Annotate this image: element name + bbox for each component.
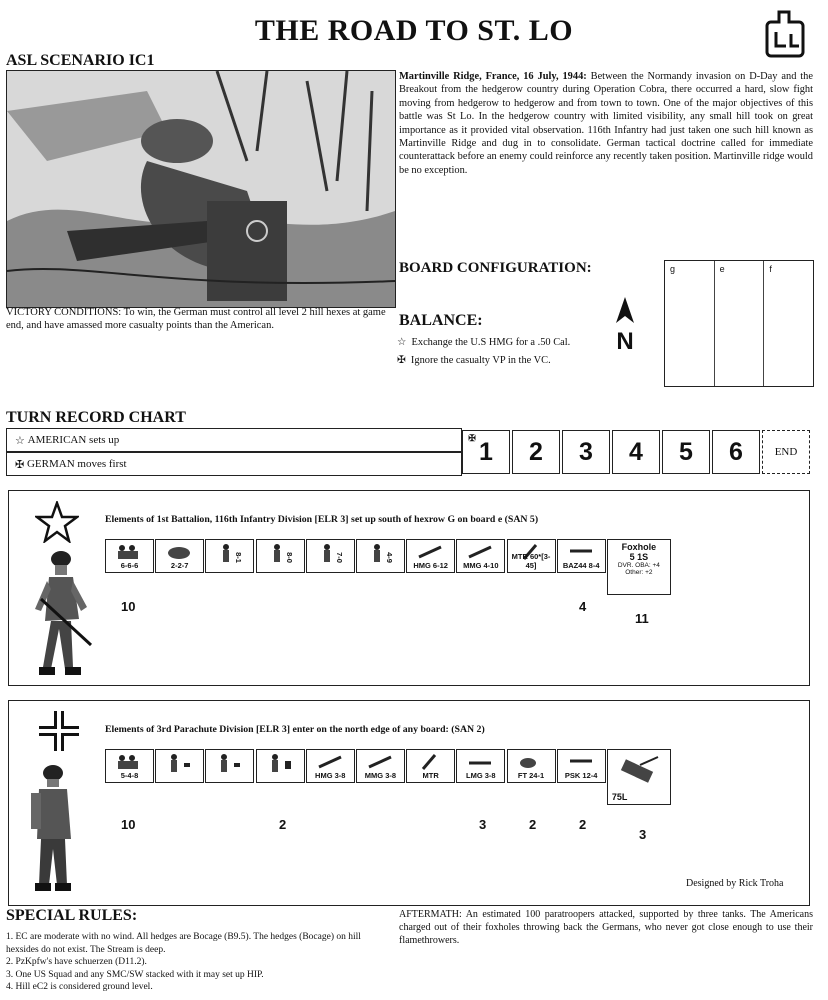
- special-rule-item: 3. One US Squad and any SMC/SW stacked with it may set up HIP.: [6, 969, 264, 980]
- special-rules-list: [6, 931, 392, 994]
- counter-label: MTR 60*[3-45]: [511, 552, 551, 570]
- counter-label: HMG 6-12: [413, 561, 448, 570]
- turn-end-label: END: [774, 446, 798, 458]
- board-config-diagram: [664, 260, 814, 387]
- counter-label: BAZ44 8-4: [562, 561, 600, 570]
- american-counter: [557, 539, 606, 573]
- turn-cell-3: [562, 430, 610, 474]
- american-counter: [205, 539, 254, 573]
- balance-american: [397, 336, 570, 348]
- leader-icon: [164, 753, 194, 775]
- north-arrow-icon: [616, 297, 634, 323]
- turn-cell-2: [512, 430, 560, 474]
- american-counter: [456, 539, 505, 573]
- balance-heading: BALANCE:: [399, 312, 483, 329]
- american-counter: [406, 539, 455, 573]
- counter-quantity: 2: [279, 817, 287, 832]
- counter-label: HMG 3-8: [315, 771, 346, 780]
- german-counter-row: [105, 749, 672, 805]
- counter-quantity: 10: [121, 599, 136, 614]
- squad-icon: [114, 753, 144, 771]
- north-indicator: [612, 297, 638, 356]
- turn-cell-1: [462, 430, 510, 474]
- counter-quantity: 2: [529, 817, 537, 832]
- balance-american-text: Exchange the U.S HMG for a .50 Cal.: [411, 337, 571, 348]
- machine-gun-icon: [465, 543, 495, 561]
- counter-quantity: 2: [579, 817, 587, 832]
- counter-label: 75L: [611, 792, 628, 802]
- crew-icon: [164, 543, 194, 561]
- balance-german: [397, 354, 551, 366]
- cross-icon: ✠: [397, 355, 406, 366]
- designer-credit: Designed by Rick Troha: [686, 878, 784, 889]
- balance-german-text: Ignore the casualty VP in the VC.: [410, 355, 551, 366]
- foxhole-line3: Other: +2: [625, 569, 653, 576]
- american-counter: [105, 539, 154, 573]
- german-tank-counter: [607, 749, 671, 805]
- american-oob-heading: Elements of 1st Battalion, 116th Infantry Division [ELR 3] set up south of hexrow G on board e (SAN 5): [105, 514, 539, 525]
- counter-quantity: 11: [635, 611, 649, 626]
- machine-gun-icon: [365, 753, 395, 771]
- machine-gun-icon: [465, 753, 495, 771]
- foxhole-line1: 5 1S: [629, 552, 649, 562]
- german-counter: [456, 749, 505, 783]
- north-label: N: [616, 328, 634, 355]
- special-rule-item: 2. PzKpfw's have schuerzen (D11.2).: [6, 957, 147, 967]
- american-counter-row: [105, 539, 672, 595]
- foxhole-counter: [607, 539, 671, 595]
- american-counter: [256, 539, 305, 573]
- turn-cell-5: [662, 430, 710, 474]
- turn-number: 5: [679, 437, 693, 466]
- aftermath-text: AFTERMATH: An estimated 100 paratroopers attacked, supported by three tanks. The Americans charged out of their foxholes throwing back the Germans, who never got close enough to use their flamethrowers.: [399, 909, 813, 946]
- turn-cell-4: [612, 430, 660, 474]
- board-cell: [764, 261, 813, 386]
- turn-row-american-text: AMERICAN sets up: [27, 434, 120, 446]
- turn-number: 1: [479, 437, 493, 466]
- board-cell: [665, 261, 715, 386]
- counter-label: 4-9: [384, 552, 394, 563]
- german-counter: [256, 749, 305, 783]
- german-counter: [205, 749, 254, 783]
- special-rule-item: 4. Hill eC2 is considered ground level.: [6, 982, 153, 992]
- star-icon: ☆: [15, 434, 25, 447]
- board-config-heading: BOARD CONFIGURATION:: [399, 260, 592, 276]
- tank-icon: [616, 753, 662, 783]
- page-title: THE ROAD TO ST. LO: [254, 14, 574, 47]
- flamethrower-icon: [516, 753, 546, 771]
- leader-icon: [265, 753, 295, 775]
- counter-quantity: 3: [479, 817, 487, 832]
- turn-number: 3: [579, 437, 593, 466]
- german-oob-heading: Elements of 3rd Parachute Division [ELR 3] enter on the north edge of any board: (SAN 2): [105, 724, 485, 735]
- counter-label: 7-0: [334, 552, 344, 563]
- german-counter: [406, 749, 455, 783]
- counter-quantity: 4: [579, 599, 587, 614]
- leader-icon: [214, 753, 244, 775]
- american-oob-panel: [8, 490, 810, 686]
- turn-number: 4: [629, 437, 643, 466]
- german-counter: [557, 749, 606, 783]
- cross-icon: ✠: [468, 432, 476, 443]
- special-rules-heading: SPECIAL RULES:: [6, 907, 138, 924]
- turn-row-german-text: GERMAN moves first: [26, 458, 127, 470]
- mortar-icon: [415, 753, 445, 771]
- turn-cell-end: [762, 430, 810, 474]
- machine-gun-icon: [315, 753, 345, 771]
- german-counter: [507, 749, 556, 783]
- counter-label: 2-2-7: [170, 561, 189, 570]
- turn-number: 6: [729, 437, 743, 466]
- turn-number: 2: [529, 437, 543, 466]
- german-soldier-icon: [25, 763, 85, 895]
- foxhole-line2: DVR. OBA: +4: [617, 562, 660, 569]
- intro-body: Between the Normandy invasion on D-Day and the Breakout from the hedgerow country during Operation Cobra, there occurred a hard, slow fight moving from hedgerow to hedgerow and from town to town. One of the major objectives of this battle was St Lo. In the hedgerow country with limited visibility, any small hill took on great importance as it provided vital observation. 116th Infantry had just taken one such hill known as Martinville Ridge and dug in to consolidate. German tactical doctrine called for immediate counterattack before an enemy could reinforce any recently taken position. Martinville ridge would be no exception.: [399, 71, 813, 176]
- star-icon: ☆: [397, 337, 407, 348]
- turn-record-heading: TURN RECORD CHART: [6, 409, 186, 426]
- board-label: f: [769, 264, 772, 274]
- special-rule-item: 1. EC are moderate with no wind. All hedges are Bocage (B9.5). The hedges (Bocage) on hill hexsides do not exist. The Stream is deep.: [6, 932, 361, 955]
- turn-row-german: [6, 452, 462, 476]
- board-cell: [715, 261, 765, 386]
- counter-label: 8-0: [284, 552, 294, 563]
- scenario-id: ASL SCENARIO IC1: [6, 52, 155, 69]
- panzerschreck-icon: [566, 753, 596, 771]
- german-counter: [306, 749, 355, 783]
- german-counter: [356, 749, 405, 783]
- counter-label: 5-4-8: [120, 771, 139, 780]
- german-oob-panel: [8, 700, 810, 906]
- counter-label: 8-1: [234, 552, 244, 563]
- star-icon: [35, 501, 79, 543]
- counter-label: PSK 12-4: [564, 771, 598, 780]
- publisher-logo-icon: [761, 8, 811, 62]
- counter-quantity: 10: [121, 817, 136, 832]
- board-label: g: [670, 264, 676, 274]
- intro-lead: Martinville Ridge, France, 16 July, 1944:: [399, 71, 587, 82]
- german-counter: [155, 749, 204, 783]
- counter-label: MMG 3-8: [364, 771, 397, 780]
- american-counter: [356, 539, 405, 573]
- counter-label: MMG 4-10: [463, 561, 499, 570]
- american-counter: [306, 539, 355, 573]
- turn-row-american: [6, 428, 462, 452]
- victory-conditions: VICTORY CONDITIONS: To win, the German must control all level 2 hill hexes at game end, and have amassed more casualty points than the American.: [6, 307, 386, 331]
- board-label: e: [719, 264, 725, 274]
- bazooka-icon: [566, 543, 596, 561]
- scenario-photo: [6, 70, 396, 308]
- counter-label: LMG 3-8: [466, 771, 496, 780]
- balkenkreuz-icon: [39, 711, 79, 751]
- foxhole-title: Foxhole: [621, 542, 657, 552]
- counter-quantity: 3: [639, 827, 647, 842]
- american-soldier-icon: [27, 549, 93, 679]
- scenario-introduction: [399, 70, 813, 177]
- squad-icon: [114, 543, 144, 561]
- counter-label: 6-6-6: [120, 561, 139, 570]
- american-counter: [507, 539, 556, 573]
- german-counter: [105, 749, 154, 783]
- counter-label: MTR: [422, 771, 439, 780]
- turn-cell-6: [712, 430, 760, 474]
- american-counter: [155, 539, 204, 573]
- cross-icon: ✠: [15, 458, 25, 471]
- machine-gun-icon: [415, 543, 445, 561]
- counter-label: FT 24-1: [517, 771, 545, 780]
